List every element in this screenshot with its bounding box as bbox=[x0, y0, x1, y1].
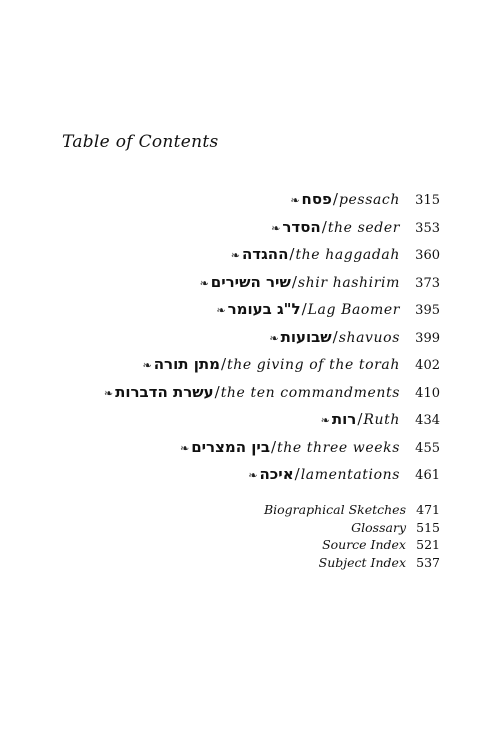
ornament-icon: ❧ bbox=[142, 359, 152, 372]
entry-hebrew: ל"ג בעומר bbox=[227, 300, 301, 318]
back-matter-entry[interactable] bbox=[40, 502, 440, 520]
ornament-icon: ❧ bbox=[271, 221, 281, 235]
entry-hebrew: איכה bbox=[259, 465, 294, 483]
entry-page: 395 bbox=[415, 303, 440, 318]
entry-english: Lag Baomer bbox=[307, 302, 400, 318]
entry-english: the ten commandments bbox=[220, 384, 400, 401]
entry-hebrew: ההגדה bbox=[241, 245, 289, 263]
entry-english: the three weeks bbox=[277, 439, 400, 456]
entry-page: 353 bbox=[415, 220, 440, 236]
entry-page: 373 bbox=[415, 275, 440, 291]
ornament-icon: ❧ bbox=[103, 386, 114, 400]
ornament-icon: ❧ bbox=[320, 414, 330, 427]
entry-page: 455 bbox=[415, 440, 440, 456]
toc-entry[interactable]: ❧ שבועות / shavuos 399 bbox=[269, 327, 440, 346]
entry-hebrew: שבועות bbox=[280, 327, 332, 346]
entry-hebrew: פסח bbox=[301, 190, 332, 208]
entry-english: lamentations bbox=[300, 467, 400, 483]
page-title: Table of Contents bbox=[62, 132, 219, 152]
entry-page: 399 bbox=[415, 330, 440, 346]
entry-english: shir hashirim bbox=[297, 274, 400, 291]
toc-entry[interactable]: ❧ עשרת הדברות / the ten commandments 410 bbox=[103, 382, 440, 401]
entry-page: 360 bbox=[415, 248, 440, 263]
entry-page: 434 bbox=[415, 413, 440, 428]
entry-hebrew: מתן תורה bbox=[153, 355, 220, 373]
back-matter-label: Source Index bbox=[322, 537, 406, 552]
ornament-icon: ❧ bbox=[179, 441, 190, 455]
ornament-icon: ❧ bbox=[230, 249, 240, 262]
back-matter-entry[interactable] bbox=[40, 555, 440, 573]
toc-entry[interactable]: ❧ ההגדה / the haggadah 360 bbox=[230, 245, 440, 263]
entry-english: the seder bbox=[327, 219, 400, 236]
back-matter-entry[interactable] bbox=[40, 520, 440, 538]
toc-entry[interactable]: ❧ שיר השירים / shir hashirim 373 bbox=[199, 272, 440, 291]
entry-english: the haggadah bbox=[295, 247, 400, 263]
toc-entry[interactable]: ❧ הסדר / the seder 353 bbox=[271, 217, 440, 236]
toc-entry[interactable]: ❧ בין המצרים / the three weeks 455 bbox=[179, 437, 440, 456]
ornament-icon: ❧ bbox=[199, 276, 209, 290]
entry-hebrew: בין המצרים bbox=[191, 437, 270, 456]
entry-hebrew: רות bbox=[331, 410, 357, 428]
entry-hebrew: שיר השירים bbox=[210, 272, 291, 291]
toc-entry[interactable]: ❧ ל"ג בעומר / Lag Baomer 395 bbox=[216, 300, 440, 318]
toc-entry[interactable]: ❧ פסח / pessach 315 bbox=[290, 190, 440, 208]
entry-english: pessach bbox=[338, 192, 400, 208]
ornament-icon: ❧ bbox=[248, 469, 258, 482]
back-matter-page: 521 bbox=[416, 537, 440, 552]
toc-entry[interactable]: ❧ רות / Ruth 434 bbox=[320, 410, 440, 428]
back-matter-page: 471 bbox=[416, 502, 440, 517]
toc-entry[interactable]: ❧ איכה / lamentations 461 bbox=[248, 465, 440, 483]
ornament-icon: ❧ bbox=[216, 304, 226, 317]
toc-entry[interactable]: ❧ מתן תורה / the giving of the torah 402 bbox=[142, 355, 440, 373]
ornament-icon: ❧ bbox=[269, 331, 279, 345]
entry-page: 402 bbox=[415, 358, 440, 373]
ornament-icon: ❧ bbox=[290, 194, 300, 207]
entry-page: 315 bbox=[415, 193, 440, 208]
back-matter-entry[interactable] bbox=[40, 537, 440, 555]
back-matter-label: Biographical Sketches bbox=[263, 502, 406, 517]
entry-english: the giving of the torah bbox=[227, 357, 400, 373]
back-matter-page: 537 bbox=[416, 554, 440, 570]
entry-english: shavuos bbox=[338, 329, 400, 346]
back-matter-label: Subject Index bbox=[318, 554, 406, 570]
back-matter-list bbox=[40, 502, 440, 572]
entry-hebrew: עשרת הדברות bbox=[115, 382, 214, 401]
toc-list bbox=[40, 190, 440, 493]
entry-hebrew: הסדר bbox=[282, 217, 321, 236]
back-matter-label: Glossary bbox=[351, 519, 406, 535]
back-matter-page: 515 bbox=[416, 519, 440, 535]
entry-page: 461 bbox=[415, 468, 440, 483]
entry-page: 410 bbox=[415, 385, 440, 401]
entry-english: Ruth bbox=[363, 412, 400, 428]
